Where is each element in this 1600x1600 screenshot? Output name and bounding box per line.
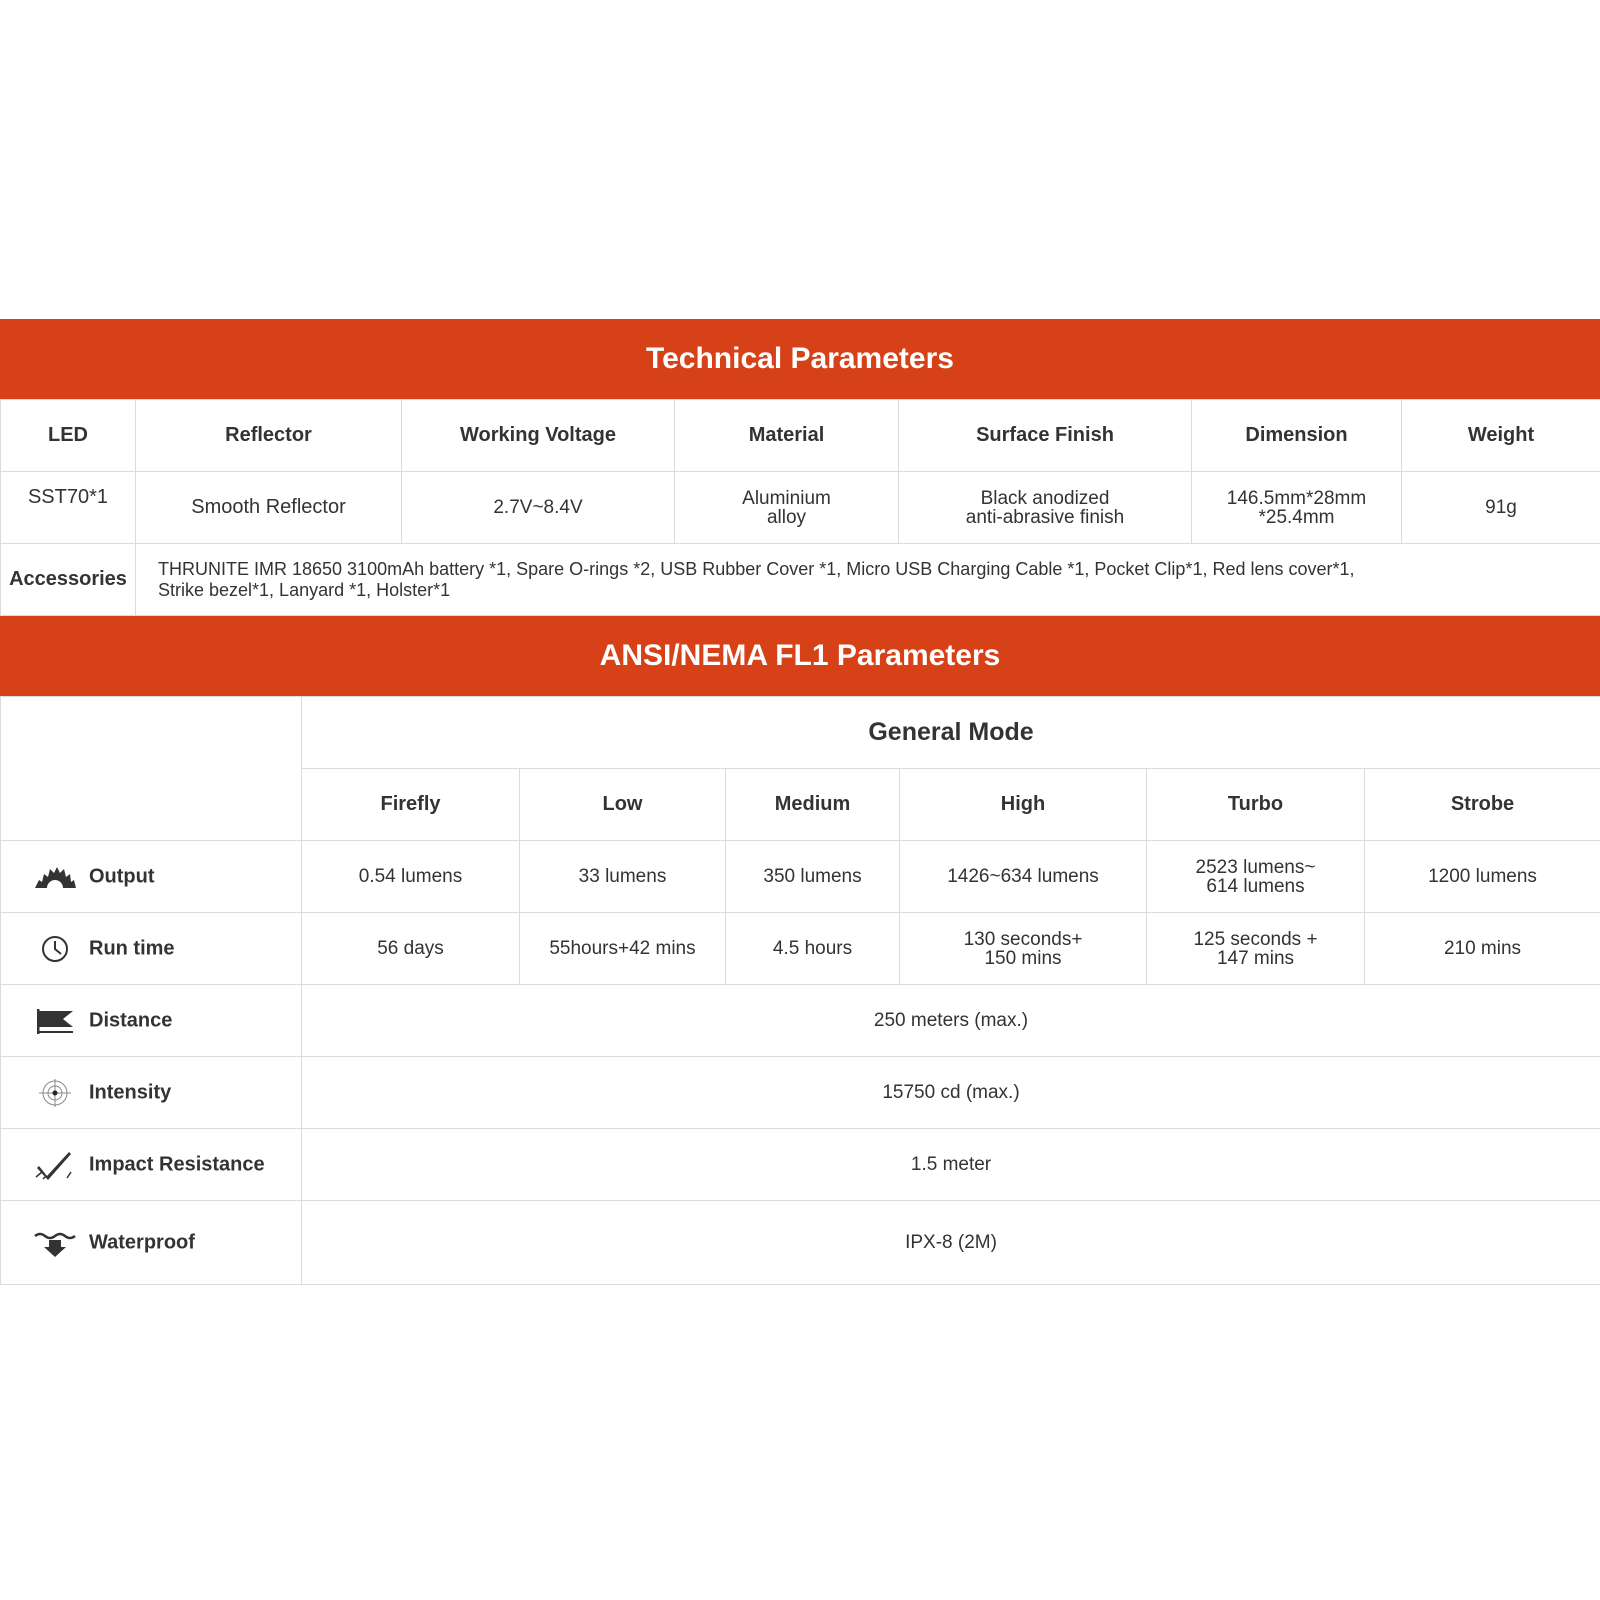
distance-row — [1, 985, 1600, 1057]
blank-corner-cell — [1, 697, 302, 841]
intensity-row — [1, 1057, 1600, 1129]
header-working-voltage: Working Voltage — [402, 400, 675, 472]
runtime-high — [900, 913, 1147, 985]
general-mode-row — [1, 697, 1600, 769]
impact-value: 1.5 meter — [302, 1129, 1600, 1201]
accessories-line-2: Strike bezel*1, Lanyard *1, Holster*1 — [158, 579, 451, 600]
impact-label-cell — [1, 1129, 302, 1201]
output-medium: 350 lumens — [726, 841, 900, 913]
header-led: LED — [1, 400, 136, 472]
output-turbo-line-2: 614 lumens — [1206, 875, 1305, 897]
output-strobe: 1200 lumens — [1365, 841, 1600, 913]
runtime-row — [1, 913, 1600, 985]
mode-strobe: Strobe — [1365, 769, 1600, 841]
output-label: Output — [89, 865, 155, 887]
mode-low: Low — [520, 769, 726, 841]
mode-high: High — [900, 769, 1147, 841]
intensity-label: Intensity — [89, 1081, 172, 1103]
runtime-label-cell — [1, 913, 302, 985]
accessories-list — [136, 544, 1600, 616]
output-turbo-line-1: 2523 lumens~ — [1195, 856, 1316, 878]
output-firefly: 0.54 lumens — [302, 841, 520, 913]
header-weight: Weight — [1402, 400, 1600, 472]
accessories-label: Accessories — [1, 544, 136, 616]
mode-medium: Medium — [726, 769, 900, 841]
finish-value — [899, 472, 1192, 544]
output-icon — [33, 862, 77, 892]
weight-value: 91g — [1402, 472, 1600, 544]
output-turbo — [1147, 841, 1365, 913]
runtime-firefly: 56 days — [302, 913, 520, 985]
output-high: 1426~634 lumens — [900, 841, 1147, 913]
reflector-value: Smooth Reflector — [136, 472, 402, 544]
material-line-1: Aluminium — [742, 487, 831, 509]
runtime-high-line-1: 130 seconds+ — [963, 928, 1083, 950]
impact-row — [1, 1129, 1600, 1201]
distance-value: 250 meters (max.) — [302, 985, 1600, 1057]
dimension-line-1: 146.5mm*28mm — [1226, 487, 1367, 509]
dimension-line-2: *25.4mm — [1258, 506, 1335, 528]
mode-turbo: Turbo — [1147, 769, 1365, 841]
intensity-value: 15750 cd (max.) — [302, 1057, 1600, 1129]
distance-icon — [33, 1006, 77, 1036]
ansi-parameters-banner — [0, 616, 1600, 696]
dimension-value — [1192, 472, 1402, 544]
runtime-label: Run time — [89, 937, 175, 959]
runtime-high-line-2: 150 mins — [984, 947, 1062, 969]
mode-firefly: Firefly — [302, 769, 520, 841]
distance-label-cell — [1, 985, 302, 1057]
output-low: 33 lumens — [520, 841, 726, 913]
finish-line-2: anti-abrasive finish — [965, 506, 1125, 528]
header-reflector: Reflector — [136, 400, 402, 472]
material-value — [675, 472, 899, 544]
runtime-turbo-line-1: 125 seconds + — [1193, 928, 1318, 950]
waterproof-row — [1, 1201, 1600, 1285]
intensity-label-cell — [1, 1057, 302, 1129]
ansi-parameters-table — [0, 696, 1600, 1285]
accessories-line-1: THRUNITE IMR 18650 3100mAh battery *1, Spare O-rings *2, USB Rubber Cover *1, Micro USB Charging Cable *1, Pocket Clip*1, Red lens cover*1, — [158, 558, 1355, 579]
impact-icon — [33, 1150, 77, 1180]
technical-parameters-table — [0, 399, 1600, 616]
output-row — [1, 841, 1600, 913]
finish-line-1: Black anodized — [980, 487, 1110, 509]
header-surface-finish: Surface Finish — [899, 400, 1192, 472]
runtime-strobe: 210 mins — [1365, 913, 1600, 985]
tech-header-row — [1, 400, 1600, 472]
waterproof-value: IPX-8 (2M) — [302, 1201, 1600, 1285]
runtime-turbo-line-2: 147 mins — [1216, 947, 1295, 969]
clock-icon — [33, 934, 77, 964]
target-icon — [33, 1078, 77, 1108]
runtime-low: 55hours+42 mins — [520, 913, 726, 985]
impact-label: Impact Resistance — [89, 1153, 265, 1175]
output-label-cell — [1, 841, 302, 913]
material-line-2: alloy — [766, 506, 807, 528]
runtime-medium: 4.5 hours — [726, 913, 900, 985]
accessories-row — [1, 544, 1600, 616]
header-material: Material — [675, 400, 899, 472]
runtime-turbo — [1147, 913, 1365, 985]
tech-value-row — [1, 472, 1600, 544]
waterproof-icon — [33, 1228, 77, 1258]
led-value: SST70*1 — [1, 472, 136, 544]
header-dimension: Dimension — [1192, 400, 1402, 472]
general-mode-heading: General Mode — [302, 697, 1600, 769]
ansi-parameters-title: ANSI/NEMA FL1 Parameters — [599, 639, 1001, 672]
waterproof-label: Waterproof — [89, 1231, 195, 1253]
waterproof-label-cell — [1, 1201, 302, 1285]
distance-label: Distance — [89, 1009, 173, 1031]
technical-parameters-banner — [0, 319, 1600, 399]
voltage-value: 2.7V~8.4V — [402, 472, 675, 544]
technical-parameters-title: Technical Parameters — [646, 342, 954, 375]
